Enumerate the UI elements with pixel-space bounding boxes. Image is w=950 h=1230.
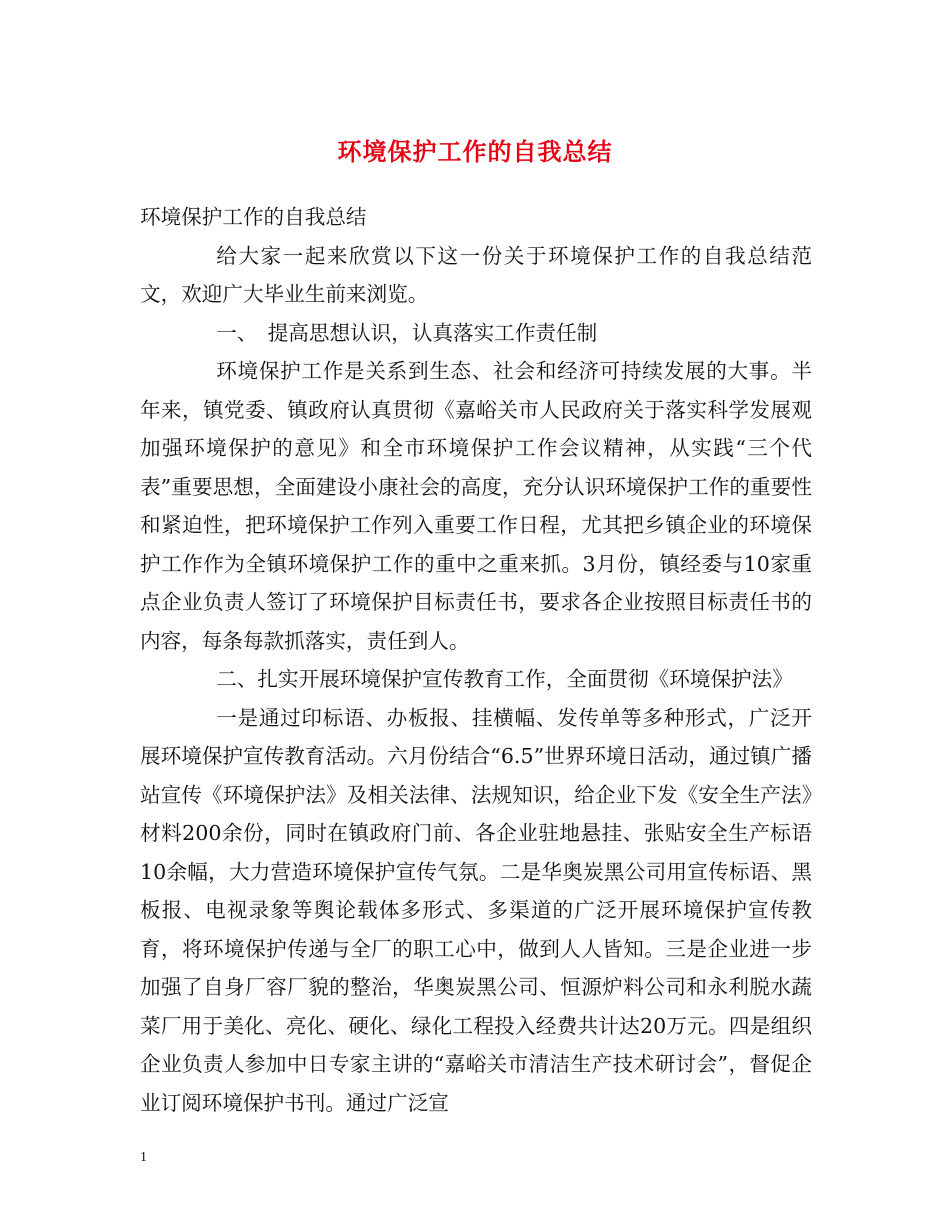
body-paragraph: 环境保护工作是关系到生态、社会和经济可持续发展的大事。半年来，镇党委、镇政府认真贯彻《嘉峪关市人民政府关于落实科学发展观加强环境保护的意见》和全市环境保护工作会议精神，从实践“三个代表”重要思想，全面建设小康社会的高度，充分认识环境保护工作的重要性和紧迫性，把环境保护工作列入重要工作日程，尤其把乡镇企业的环境保护工作作为全镇环境保护工作的重中之重来抓。3月份，镇经委与10家重点企业负责人签订了环境保护目标责任书，要求各企业按照目标责任书的内容，每条每款抓落实，责任到人。 <box>140 359 812 653</box>
document-body <box>140 198 812 1122</box>
section-heading: 一、 提高思想认识，认真落实工作责任制 <box>216 320 598 345</box>
body-paragraph: 环境保护工作的自我总结 <box>140 205 367 229</box>
section-heading: 二、扎实开展环境保护宣传教育工作，全面贯彻《环境保护法》 <box>216 667 793 691</box>
document-title: 环境保护工作的自我总结 <box>337 138 613 166</box>
body-paragraph: 给大家一起来欣赏以下这一份关于环境保护工作的自我总结范文，欢迎广大毕业生前来浏览。 <box>140 243 812 306</box>
page-number: 1 <box>140 1150 147 1165</box>
body-paragraph: 一是通过印标语、办板报、挂横幅、发传单等多种形式，广泛开展环境保护宣传教育活动。六月份结合“6.5”世界环境日活动，通过镇广播站宣传《环境保护法》及相关法律、法规知识，给企业下发《安全生产法》材料200余份，同时在镇政府门前、各企业驻地悬挂、张贴安全生产标语10余幅，大力营造环境保护宣传气氛。二是华奥炭黑公司用宣传标语、黑板报、电视录象等舆论载体多形式、多渠道的广泛开展环境保护宣传教育，将环境保护传递与全厂的职工心中，做到人人皆知。三是企业进一步加强了自身厂容厂貌的整治，华奥炭黑公司、恒源炉料公司和永利脱水蔬菜厂用于美化、亮化、硬化、绿化工程投入经费共计达20万元。四是组织企业负责人参加中日专家主讲的“嘉峪关市清洁生产技术研讨会”，督促企业订阅环境保护书刊。通过广泛宣 <box>140 705 812 1115</box>
